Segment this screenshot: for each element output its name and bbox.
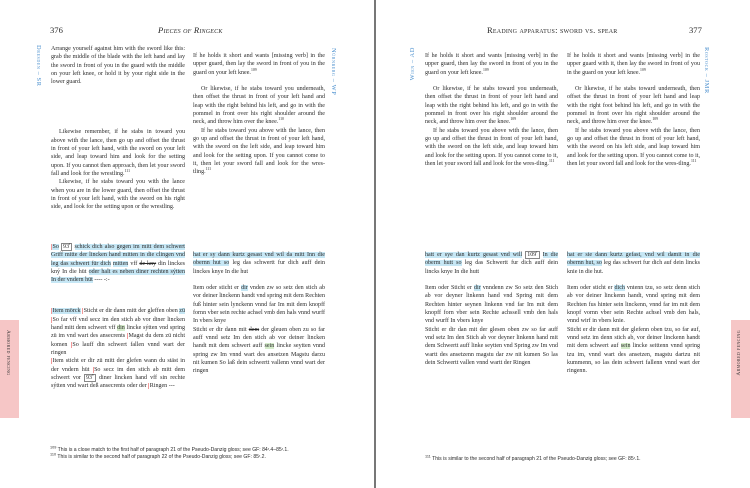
paragraph: hatt er sye dan kurtz gesast vnd will 109$^r$ In die oberm hutt so leg das Schwertt fur dich auff dein lincks knye In die hutt xyxy=(425,249,559,275)
footnote-ref[interactable]: 111 xyxy=(205,167,212,172)
paragraph: hat er sie dann kurtz gefast, vnd wil damit in die obernn hut, so leg das schwert fur dich auf dein lincks knie in die hut. xyxy=(567,252,701,275)
english-column-wien xyxy=(425,52,558,168)
german-column-nurnberg xyxy=(193,251,325,375)
paragraph: If he holds it short and wants [missing verb] in the upper guard, then lay the sword in front of you in the guard on your left knee.$^{109}$ xyxy=(425,53,558,76)
side-label-wien: Wien – AD xyxy=(409,47,416,81)
paragraph: So 93$^r$ schick dich also gegen im mitt dem schwert Griff mitte der lincken hand mitten in die clingen vnd leg das schwert für dich mitten vff de kny din linckes kný In die hüt oder halt es neben diner rechten sýtten In der vndern hüt ---- -:- xyxy=(51,241,186,284)
paragraph: Item oder Sticht er dir vnndenn zw So setz den Stich ab vor deyner linkenn hand vnd Spring mit dem Rechten hinter seynen linkenn vnd far Im mit dem knopff forn vber sein Rechte achssell vmb den hals vnd wurff In vbers knye xyxy=(425,285,559,325)
running-head: Pieces of Ringeck xyxy=(158,25,223,35)
paragraph: Or likewise, if he stabs toward underneath, then offset the thrust in front of your left hand and leap with the right foot behind his left, and go in with the pommel in front over his right shoulder around the neck, and throw him over the knee.$^{109}$ xyxy=(567,86,700,126)
footnote: $^{111}$ This is similar to the second half of paragraph 21 of the Pseudo-Danzig gloss; see GF: 85ʳ.1. xyxy=(425,454,641,462)
side-label-rostock: Rostock – JMR xyxy=(703,47,710,94)
right-page xyxy=(376,0,750,488)
paragraph: If he stabs toward you above with the lance, then go up and offset the thrust in front of your left hand, with the sword on the left side, and leap toward him and look for the setting upon. If you cannot come to it, then let your sword fall and look for the wres-tling.$^{111}$ xyxy=(425,127,558,167)
paragraph: Item mörck Sticht er dir dann mitt der gleffen oben zü So far vff vnd secz im den stich ab vor diner lincken hand mitt dem schwert vff din lincke sýtten vnd spring zü im vnd wart des ansecrents Magst du dem zü nicht komen So lauff din schwert fallen vnnd wart der ringen xyxy=(51,308,186,356)
footnote-ref[interactable]: 110 xyxy=(278,117,284,122)
folio-marker: 109$^r$ xyxy=(527,249,538,258)
paragraph: If he holds it short and wants [missing verb] in the upper guard, then lay the sword in front of you in the guard on your left knee.$^{109}$ xyxy=(193,53,325,76)
section-tab-label: Armored fencing xyxy=(736,330,742,376)
english-column-nurnberg xyxy=(193,52,325,176)
folio-marker: 93$^v$ xyxy=(85,372,94,381)
running-head: Reading apparatus: sword vs. spear xyxy=(487,25,618,35)
paragraph: Or likewise, if he stabs toward you underneath, then offset the thrust in front of your left hand and leap with the right behind his left, and go in with the pommel in front over his right shoulder around the neck, and throw him over the knee.$^{109}$ xyxy=(425,86,558,126)
paragraph: If he holds it short and wants [missing verb] in the upper guard with it, then lay the sword in front of you in the guard on your left knee.$^{109}$ xyxy=(567,53,700,76)
section-tab-label: Armored fencing xyxy=(5,330,11,376)
footnote: $^{110}$ This is similar to the second half of paragraph 22 of the Pseudo-Danzig gloss; see GF: 85ʳ.2. xyxy=(50,452,266,460)
footnote-ref[interactable]: 109 xyxy=(640,67,646,72)
side-label-dresden: Dresden – SR xyxy=(35,45,42,87)
footnote-ref[interactable]: 109 xyxy=(652,117,659,122)
footnote-ref[interactable]: 111 xyxy=(548,158,555,163)
paragraph: If he stabs toward you above with the lance, then go up and offset the thrust in front of your left hand, with the sword on the left side, and leap toward him and look for the setting upon. If you cannot come to it, then let your sword fall and look for the wres-tling.$^{111}$ xyxy=(193,127,325,176)
footnote-ref[interactable]: 111 xyxy=(124,168,130,173)
footnote-ref[interactable]: 109 xyxy=(510,117,517,122)
paragraph: Likewise remember, if he stabs in toward you above with the lance, then go up and offset the thrust in front of your left hand, with the sword on your left side, and leap toward him and look for the setting upon. If you cannot then approach, then let your sword fall and look for the wrestling.$^{111}$ xyxy=(51,129,185,177)
paragraph: Sticht er dir dann mit der glefenn oben tzu, so far auf, vnnd setz im denn stich ab, vor deiner linckenn handt mit dem schwert auf sein lincke seittenn vnnd spring tzu im, vnnd wart des ansetzen, magstu dartzu nit kummenn, so las dein schwert fallenn vnnd wart der ringenn. xyxy=(567,326,700,375)
left-page xyxy=(0,0,374,488)
english-column-dresden xyxy=(51,45,185,211)
paragraph: If he stabs toward you above with the lance, then go up and offset the thrust in front of your left hand, with the sword on his left side, and leap toward him and look for the setting upon. If you cannot come to it, then let your sword fall and look for the wres-tling.$^{111}$ xyxy=(567,127,700,167)
german-column-dresden xyxy=(51,243,185,390)
footnote-ref[interactable]: 111 xyxy=(690,158,697,163)
footnote-ref[interactable]: 109 xyxy=(250,67,257,72)
footnote: $^{109}$ This is a close match to the first half of paragraph 21 of the Pseudo-Danzig gloss; see GF: 84ʳ.4–85ʳ.1. xyxy=(50,445,289,453)
paragraph: Sticht er dir dan mit der glesen oben zw so far auff vnd setz Im den Stich ab vor deyner linkenn hand mit dem Schwertt auff linke seytten vnd Spring zw Im vnd wartt des ansetzenn magstu dar zw nit kumen So las dein Schwertt vallen vnnd wartt der Ringen xyxy=(425,326,558,366)
page-number: 377 xyxy=(689,25,702,35)
german-column-wien xyxy=(425,251,558,367)
paragraph: Item oder sticht er dich vntenn tzu, so setz denn stich ab vor deiner linckenn handt, vnnd spring mit dem Rechten fus hinter sein linckenn, vnnd far im mit dem knopf vornn vber sein Rechte achsel vmb den hals, vnnd wirf in vbers knie. xyxy=(567,285,700,325)
paragraph: Item sticht er dir zü mitt der glefen wann du stäst in der vndern hüt So secz im den stich ab mitt dem schwert vor 93$^v$ diner lincken hand vff sin rechte sýtten vnd wart deß ansecrents oder der Ringen --- xyxy=(51,358,185,390)
paragraph: Likewise, if he stabs toward you with the lance when you are in the lower guard, then offset the thrust in front of your left hand, with the sword on his right side, and look for the setting upon or the wrestling. xyxy=(51,179,185,211)
german-column-rostock xyxy=(567,251,700,375)
paragraph: hat er sy dann kurtz gesast vnd wil da mitt Inn die obernn hut so leg das schwertt fur dich auff dein linckes knye In die hut xyxy=(193,252,325,275)
page-number: 376 xyxy=(50,25,63,35)
paragraph: Item oder sticht er dir vnden zw so setz den stich ab vor deiner linckenn handt vnd spring mit dem Rechten fuß hinter sein lynckenn vnnd far Im mit dem knopff fornn vber sein rechte achsel vmb den hals vnnd wurff In vbers knye xyxy=(193,285,325,325)
footnote-ref[interactable]: 109 xyxy=(482,67,489,72)
english-column-rostock xyxy=(567,52,700,168)
paragraph: Arrange yourself against him with the sword like this: grab the middle of the blade with the left hand and lay the sword in front of you in the guard with the middle on your left knee, or hold it by your right side in the lower guard. xyxy=(51,46,185,86)
side-label-nurnberg: Nürnberg – WP xyxy=(330,48,337,96)
paragraph: Sticht er dir dann mit dem der gleuen oben zu so far auff vnnd setz Im den stich ab vor deiner lincken handt mit dem schwert auff sein lincke seytten vnnd spring zw Im vnnd wart des ansetzen Magstu darzu nit kumen So laß dein schwertt vallenn vnnd wart der ringen xyxy=(193,326,326,375)
folio-marker: 93$^r$ xyxy=(63,241,71,250)
paragraph: Or likewise, if he stabs toward you underneath, then offset the thrust in front of your left hand and leap with the right behind his left, and go in with the pommel in front over his right shoulder around the neck, and throw him over the knee.$^{110}$ xyxy=(193,86,325,126)
